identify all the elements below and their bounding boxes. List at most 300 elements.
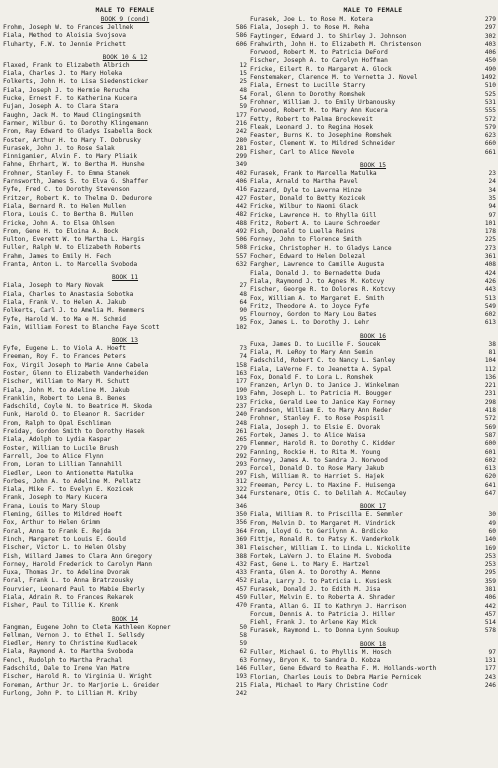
index-entry	[250, 170, 496, 178]
entry-names: From, Gene H. to Eloina A. Bock	[3, 227, 119, 235]
entry-page-number: 74	[239, 353, 247, 361]
entry-names: Fish, William R. to Harriet S. Hajek	[250, 473, 385, 481]
entry-names: Fiala, William R. to Priscilla E. Semmler	[250, 511, 403, 519]
entry-page-number: 27	[239, 282, 247, 290]
entry-names: Fischer, Victor L. to Helen Olsby	[3, 544, 126, 552]
entry-names: Fadschild, Coyle N. to Beatrice M. Skoda	[3, 403, 153, 411]
entry-names: Fox, James L. to Dorothy J. Lehr	[250, 319, 370, 327]
entry-page-number: 572	[484, 115, 496, 123]
entry-names: Fischer, George R. to Dolores R. Kotcvy	[250, 286, 396, 294]
index-entry	[250, 178, 496, 186]
entry-names: Faughn, Jack M. to Maud Clingingsmith	[3, 111, 141, 119]
entry-names: Fiedler, Leon to Antionette Matulka	[3, 469, 134, 477]
entry-page-number: 427	[235, 194, 247, 202]
entry-names: Forney, Harold Frederick to Carolyn Mann	[3, 560, 153, 568]
entry-names: Frohner, Stanley F. to Emma Stanek	[3, 169, 130, 177]
index-entry	[250, 528, 496, 536]
entry-page-number: 58	[239, 631, 247, 639]
entry-names: Fanning, Rockie H. to Rita M. Young	[250, 448, 381, 456]
index-entry	[3, 586, 247, 594]
index-entry	[3, 211, 247, 219]
book-heading: BOOK 16	[359, 332, 387, 340]
entry-names: Flora, Louis C. to Bertha B. Mullen	[3, 211, 134, 219]
index-entry	[250, 236, 496, 244]
index-entry	[3, 307, 247, 315]
index-entry	[250, 261, 496, 269]
entry-page-number: 12	[239, 61, 247, 69]
index-entry	[3, 220, 247, 228]
entry-page-number: 586	[235, 32, 247, 40]
entry-names: Fortek, LaVern J. to Elaine M. Svoboda	[250, 552, 392, 560]
entry-page-number: 34	[488, 186, 496, 194]
entry-page-number: 158	[235, 361, 247, 369]
entry-page-number: 97	[488, 211, 496, 219]
entry-page-number: 240	[235, 411, 247, 419]
column-header: MALE TO FEMALE	[95, 6, 155, 14]
entry-page-number: 246	[484, 681, 496, 689]
index-entry	[250, 382, 496, 390]
entry-names: From, Loran to Lillian Tannahill	[3, 461, 123, 469]
entry-names: Fiala, Ernest to Lucille Starry	[250, 82, 366, 90]
entry-page-number: 193	[235, 673, 247, 681]
index-entry	[250, 415, 496, 423]
entry-names: Fast, Gene L. to Mary E. Hartzel	[250, 561, 370, 569]
entry-page-number: 30	[488, 511, 496, 519]
entry-page-number: 586	[235, 24, 247, 31]
entry-names: Folkerts, Carl J. to Amelia M. Remmers	[3, 307, 145, 315]
entry-page-number: 1492	[481, 74, 496, 82]
entry-page-number: 23	[488, 170, 496, 178]
entry-page-number: 90	[239, 307, 247, 315]
index-entry	[3, 299, 247, 307]
index-entry	[3, 203, 247, 211]
entry-names: From, Ralph to Opal Eschliman	[3, 419, 112, 427]
entry-page-number: 281	[235, 144, 247, 152]
entry-page-number: 253	[484, 561, 496, 569]
entry-names: Folkerts, John H. to Lisa Siedensticker	[3, 78, 149, 86]
entry-names: Faytinger, Edward J. to Shirley J. Johnson	[250, 32, 407, 40]
index-entry	[3, 353, 247, 361]
entry-page-number: 140	[484, 536, 496, 544]
index-entry	[3, 87, 247, 95]
index-entry	[250, 674, 496, 682]
entry-page-number: 647	[484, 490, 496, 498]
entry-page-number: 60	[488, 527, 496, 535]
entry-names: Forcum, Dennis A. to Patricia J. Hiller	[250, 610, 396, 618]
section-gap	[3, 698, 247, 703]
entry-names: Fiehl, Frank J. to Arlene Kay Mick	[250, 619, 377, 627]
index-entry	[3, 594, 247, 602]
index-entry	[3, 411, 247, 419]
entry-page-number: 613	[484, 465, 496, 473]
entry-page-number: 572	[484, 415, 496, 423]
index-entry	[3, 569, 247, 577]
entry-names: Frohm, Joseph W. to Frances Jellnek	[3, 24, 134, 31]
entry-names: Forney, Bryon K. to Sandra D. Kobza	[250, 657, 381, 665]
entry-page-number: 146	[235, 665, 247, 673]
entry-names: Franta, Anton L. to Marcella Svoboda	[3, 261, 138, 269]
book-heading: BOOK 10 & 12	[102, 53, 148, 61]
entry-page-number: 177	[235, 378, 247, 386]
entry-page-number: 508	[235, 244, 247, 252]
index-entry	[250, 49, 496, 57]
index-entry	[250, 319, 496, 327]
entry-page-number: 243	[484, 673, 496, 681]
index-entry	[3, 395, 247, 403]
entry-names: Fuxa, Thomas Jr. to Adeline Dvorak	[3, 569, 130, 577]
entry-names: Fain, William Forest to Blanche Faye Scott	[3, 323, 160, 331]
entry-names: Freiday, Gordon Smith to Dorothy Hasek	[3, 428, 145, 436]
index-entry	[3, 244, 247, 252]
book-heading: BOOK 17	[359, 503, 387, 511]
index-entry	[250, 657, 496, 665]
entry-page-number: 48	[239, 86, 247, 94]
index-entry	[250, 390, 496, 398]
entry-page-number: 38	[488, 340, 496, 348]
entry-names: Focher, Edward to Helen Dolezal	[250, 253, 366, 261]
entry-names: Fricke, John A. to Elsa Ohlsen	[3, 219, 115, 227]
entry-names: Franta, Glen A. to Dorothy A. Menne	[250, 569, 381, 577]
entry-page-number: 602	[484, 456, 496, 464]
entry-page-number: 361	[484, 253, 496, 261]
index-entry	[3, 62, 247, 70]
index-entry	[250, 490, 496, 498]
entry-names: Frohner, William J. to Emily Urbanousky	[250, 98, 396, 106]
index-entry	[250, 511, 496, 519]
index-entry	[250, 82, 496, 90]
index-entry	[3, 519, 247, 527]
entry-names: Fucke, Ernest F. to Katherina Kucera	[3, 95, 138, 103]
entry-page-number: 531	[484, 98, 496, 106]
entry-page-number: 280	[235, 136, 247, 144]
entry-page-number: 359	[484, 577, 496, 585]
book-heading: BOOK 11	[111, 274, 139, 282]
entry-page-number: 661	[484, 148, 496, 156]
index-entry	[250, 311, 496, 319]
index-entry	[3, 470, 247, 478]
entry-page-number: 293	[235, 461, 247, 469]
entry-names: Finnigamier, Alvin F. to Mary Pliaik	[3, 153, 138, 161]
entry-names: Foster, Arthur H. to Mary T. Dobrusky	[3, 136, 141, 144]
entry-names: Foster, Donald to Betty Kozicek	[250, 194, 366, 202]
entry-names: Fricke, Lawrence H. to Rhylla Gill	[250, 211, 377, 219]
index-entry	[3, 161, 247, 169]
entry-names: Foral, Anna to Frank E. Rejda	[3, 527, 112, 535]
index-entry	[3, 553, 247, 561]
index-entry	[3, 228, 247, 236]
entry-page-number: 73	[239, 345, 247, 353]
entry-page-number: 302	[484, 32, 496, 40]
entry-page-number: 442	[484, 602, 496, 610]
entry-names: Fiala, Charles to Anastasia Sobotka	[3, 290, 134, 298]
entry-page-number: 102	[235, 323, 247, 331]
entry-page-number: 48	[239, 290, 247, 298]
index-entry	[3, 103, 247, 111]
entry-page-number: 443	[484, 286, 496, 294]
index-entry	[250, 116, 496, 124]
entry-page-number: 452	[235, 577, 247, 585]
index-entry	[3, 145, 247, 153]
entry-page-number: 506	[235, 236, 247, 244]
entry-page-number: 356	[235, 519, 247, 527]
index-entry	[3, 362, 247, 370]
entry-names: Fourvier, Leonard Paul to Mabie Eberly	[3, 585, 145, 593]
index-entry	[250, 220, 496, 228]
entry-names: Fiala, M. LeRoy to Mary Ann Semin	[250, 348, 373, 356]
index-entry	[250, 399, 496, 407]
entry-page-number: 253	[484, 552, 496, 560]
entry-names: Frohner, Stanley F. to Rose Pospisil	[250, 415, 385, 423]
entry-page-number: 346	[235, 502, 247, 510]
entry-names: Farmer, Wilbur G. to Dorothy Klingemann	[3, 119, 149, 127]
entry-names: Fleak, Leonard J. to Regina Hosek	[250, 123, 373, 131]
index-entry	[250, 374, 496, 382]
index-entry	[3, 324, 247, 332]
book-heading: BOOK 9 (cond)	[100, 16, 150, 23]
index-entry	[250, 107, 496, 115]
entry-page-number: 606	[235, 40, 247, 48]
index-entry	[3, 378, 247, 386]
entry-names: Fencl, Rudolph to Martha Prachal	[3, 656, 123, 664]
index-entry	[250, 569, 496, 577]
index-entry	[3, 577, 247, 585]
entry-page-number: 104	[484, 357, 496, 365]
entry-names: Furasek, Raymond L. to Donna Lynn Soukup	[250, 627, 400, 635]
entry-names: Fiala, Joseph J. to Hermie Rerucha	[3, 86, 130, 94]
entry-names: From, Melvin D. to Margaret M. Vindrick	[250, 519, 396, 527]
entry-names: Fiala, LaVerne F. to Jeanetta A. Sypal	[250, 365, 392, 373]
entry-page-number: 177	[484, 665, 496, 673]
index-entry	[3, 445, 247, 453]
index-entry	[3, 624, 247, 632]
entry-names: Fujan, Joseph A. to Clara Stara	[3, 103, 119, 111]
entry-page-number: 225	[484, 236, 496, 244]
index-entry	[3, 665, 247, 673]
index-entry	[3, 261, 247, 269]
entry-page-number: 273	[484, 244, 496, 252]
entry-page-number: 279	[484, 16, 496, 23]
entry-names: Frandson, William E. to Mary Ann Reder	[250, 407, 392, 415]
entry-names: Fyfe, Harold W. to Ma e M. Schmid	[3, 315, 126, 323]
entry-page-number: 24	[488, 178, 496, 186]
entry-page-number: 388	[235, 552, 247, 560]
entry-page-number: 470	[235, 602, 247, 610]
entry-page-number: 101	[484, 219, 496, 227]
entry-names: Forbes, John A. to Adeline M. Pellatz	[3, 477, 141, 485]
book-heading: BOOK 13	[111, 337, 139, 345]
index-entry	[3, 387, 247, 395]
entry-names: Feaster, Burns K. to Josephine Romshek	[250, 132, 392, 140]
index-entry	[250, 561, 496, 569]
index-entry	[250, 74, 496, 82]
entry-page-number: 62	[239, 648, 247, 656]
entry-page-number: 578	[484, 627, 496, 635]
entry-page-number: 349	[235, 161, 247, 169]
entry-page-number: 59	[239, 640, 247, 648]
entry-page-number: 381	[484, 586, 496, 593]
entry-names: Fiala, Charles J. to Mary Holeka	[3, 70, 123, 78]
index-entry	[250, 140, 496, 148]
entry-names: Furasek, John J. to Rose Salak	[3, 144, 115, 152]
entry-page-number: 163	[235, 369, 247, 377]
entry-names: Fiala, Joseph to Mary Novak	[3, 282, 104, 290]
index-entry	[3, 511, 247, 519]
entry-names: Furasek, Donald J. to Edith M. Jisa	[250, 586, 381, 593]
right-column	[250, 5, 496, 695]
entry-names: Fargher, Lawrence to Camille Augusta	[250, 261, 385, 269]
entry-names: Fyfe, Eugene L. to Viola A. Hoeft	[3, 345, 126, 353]
index-entry	[250, 682, 496, 690]
entry-page-number: 490	[484, 65, 496, 73]
index-entry	[250, 195, 496, 203]
index-entry	[250, 482, 496, 490]
entry-page-number: 424	[484, 269, 496, 277]
entry-names: Fenstemaker, Clarence M. to Vernetta J. Novel	[250, 74, 418, 82]
entry-names: From, Ray Edward to Gladys Isabella Bock	[3, 128, 153, 136]
entry-page-number: 248	[235, 419, 247, 427]
book-heading: BOOK 15	[359, 162, 387, 170]
entry-names: Fish, Willard James to Clara Ann Gregory	[3, 552, 153, 560]
index-entry	[250, 545, 496, 553]
entry-names: Finch, Margaret to Louis E. Gould	[3, 535, 126, 543]
index-entry	[250, 536, 496, 544]
index-entry	[250, 245, 496, 253]
entry-page-number: 298	[484, 398, 496, 406]
entry-names: Fritzer, Robert K. to Thelma D. Dedurore	[3, 194, 153, 202]
entry-names: From, Lloyd G. to Gerilynn A. Brdicko	[250, 527, 388, 535]
index-entry	[3, 428, 247, 436]
entry-names: Fangman, Eugene John to Cleta Kathleen Kopner	[3, 623, 171, 631]
index-entry	[250, 465, 496, 473]
entry-names: Fox, Donald F. to Lora L. Romshek	[250, 373, 373, 381]
entry-page-number: 63	[239, 656, 247, 664]
index-entry	[250, 619, 496, 627]
entry-names: Fisher, Paul to Tillie K. Krenk	[3, 602, 119, 610]
entry-names: Frana, Louis to Mary Sloup	[3, 502, 100, 510]
entry-page-number: 295	[484, 569, 496, 577]
column-header: MALE TO FEMALE	[343, 6, 403, 14]
entry-names: Fischer, Harold R. to Virginia U. Wright	[3, 673, 153, 681]
index-entry	[3, 673, 247, 681]
entry-names: Fuxa, James D. to Lucille F. Soucek	[250, 340, 381, 348]
index-entry	[250, 649, 496, 657]
entry-page-number: 525	[484, 90, 496, 98]
entry-names: Forney, John to Florence Smith	[250, 236, 362, 244]
entry-names: Foral, Frank L. to Anna Bratrzousky	[3, 577, 134, 585]
entry-names: Fiala, Joseph J. to Rose M. Reha	[250, 24, 370, 32]
entry-page-number: 579	[484, 123, 496, 131]
index-entry	[3, 78, 247, 86]
entry-page-number: 178	[484, 228, 496, 236]
entry-names: Fetty, Robert to Palma Brockeveit	[250, 115, 373, 123]
entry-page-number: 50	[239, 623, 247, 631]
entry-page-number: 432	[235, 560, 247, 568]
entry-names: Foster, Glenn to Elizabeth Vanderheiden	[3, 369, 149, 377]
entry-names: Fiala, Bernard R. to Helen Mullen	[3, 202, 126, 210]
index-entry	[3, 503, 247, 511]
index-entry	[3, 253, 247, 261]
index-entry	[3, 370, 247, 378]
entry-names: Furstenare, Otis C. to Delilah A. McCauley	[250, 490, 407, 498]
entry-names: Fiala, Michael to Mary Christine Codr	[250, 681, 388, 689]
section-gap	[250, 690, 496, 695]
entry-page-number: 426	[484, 277, 496, 285]
entry-names: Forney, James A. to Sandra J. Norwood	[250, 456, 388, 464]
index-entry	[3, 120, 247, 128]
index-entry	[3, 70, 247, 78]
entry-page-number: 549	[484, 302, 496, 310]
entry-names: Foreman, Arthur Jr. to Marjorie L. Greider	[3, 681, 160, 689]
entry-page-number: 292	[235, 452, 247, 460]
entry-names: Fuller, Ralph W. to Elizabeth Roberts	[3, 244, 141, 252]
index-entry	[3, 112, 247, 120]
entry-page-number: 402	[235, 169, 247, 177]
entry-names: Fox, William A. to Margaret E. Smith	[250, 294, 385, 302]
index-entry	[3, 403, 247, 411]
index-entry	[3, 657, 247, 665]
entry-page-number: 112	[484, 365, 496, 373]
entry-page-number: 297	[235, 469, 247, 477]
entry-page-number: 279	[235, 444, 247, 452]
entry-page-number: 510	[484, 82, 496, 90]
entry-names: Fiala, Method to Aloisia Svojsova	[3, 32, 126, 40]
entry-names: Foster, Clement W. to Mildred Schneider	[250, 140, 396, 148]
entry-page-number: 600	[484, 440, 496, 448]
entry-names: Forwood, Robert M. to Patricia DeFord	[250, 49, 388, 57]
index-entry	[250, 187, 496, 195]
index-entry	[3, 602, 247, 610]
entry-names: Fox, Virgil Joseph to Marie Anne Cabela	[3, 361, 149, 369]
entry-names: Farnsworth, James S. to Elva G. Shaffer	[3, 178, 149, 186]
entry-page-number: 242	[235, 689, 247, 697]
index-entry	[3, 186, 247, 194]
entry-page-number: 95	[239, 315, 247, 323]
entry-names: Fulton, Everett W. to Martha L. Hargis	[3, 236, 145, 244]
entry-page-number: 457	[235, 585, 247, 593]
entry-page-number: 482	[235, 211, 247, 219]
entry-names: Frahm, James to Emily H. Fech	[3, 252, 112, 260]
index-entry	[250, 149, 496, 157]
index-entry	[250, 91, 496, 99]
index-entry	[3, 282, 247, 290]
index-entry	[250, 99, 496, 107]
entry-names: Fittje, Ronald R. to Patsy K. Vanderkolk	[250, 536, 400, 544]
index-entry	[250, 278, 496, 286]
entry-names: Fiala, Larry J. to Patricia L. Kusiesk	[250, 577, 392, 585]
entry-names: Fortek, James J. to Alice Waisa	[250, 431, 366, 439]
entry-page-number: 190	[235, 386, 247, 394]
index-entry	[250, 665, 496, 673]
index-entry	[3, 528, 247, 536]
entry-page-number: 602	[484, 311, 496, 319]
entry-page-number: 231	[484, 390, 496, 398]
index-entry	[3, 128, 247, 136]
entry-names: Fleming, Gilles to Mildred Hoeft	[3, 511, 123, 519]
entry-page-number: 242	[235, 128, 247, 136]
index-entry	[250, 349, 496, 357]
entry-page-number: 344	[235, 494, 247, 502]
index-entry	[250, 432, 496, 440]
index-entry	[250, 407, 496, 415]
entry-names: Fahm, Joseph L. to Patricia M. Bougger	[250, 390, 392, 398]
entry-names: Franta, Allan G. II to Kathryn J. Harrison	[250, 602, 407, 610]
entry-names: Fiala, Raymond A. to Martha Svoboda	[3, 648, 134, 656]
entry-page-number: 131	[484, 657, 496, 665]
entry-page-number: 54	[239, 95, 247, 103]
index-entry	[250, 627, 496, 635]
left-column	[3, 5, 247, 703]
entry-names: Furasek, Frank to Marcella Matulka	[250, 170, 377, 178]
